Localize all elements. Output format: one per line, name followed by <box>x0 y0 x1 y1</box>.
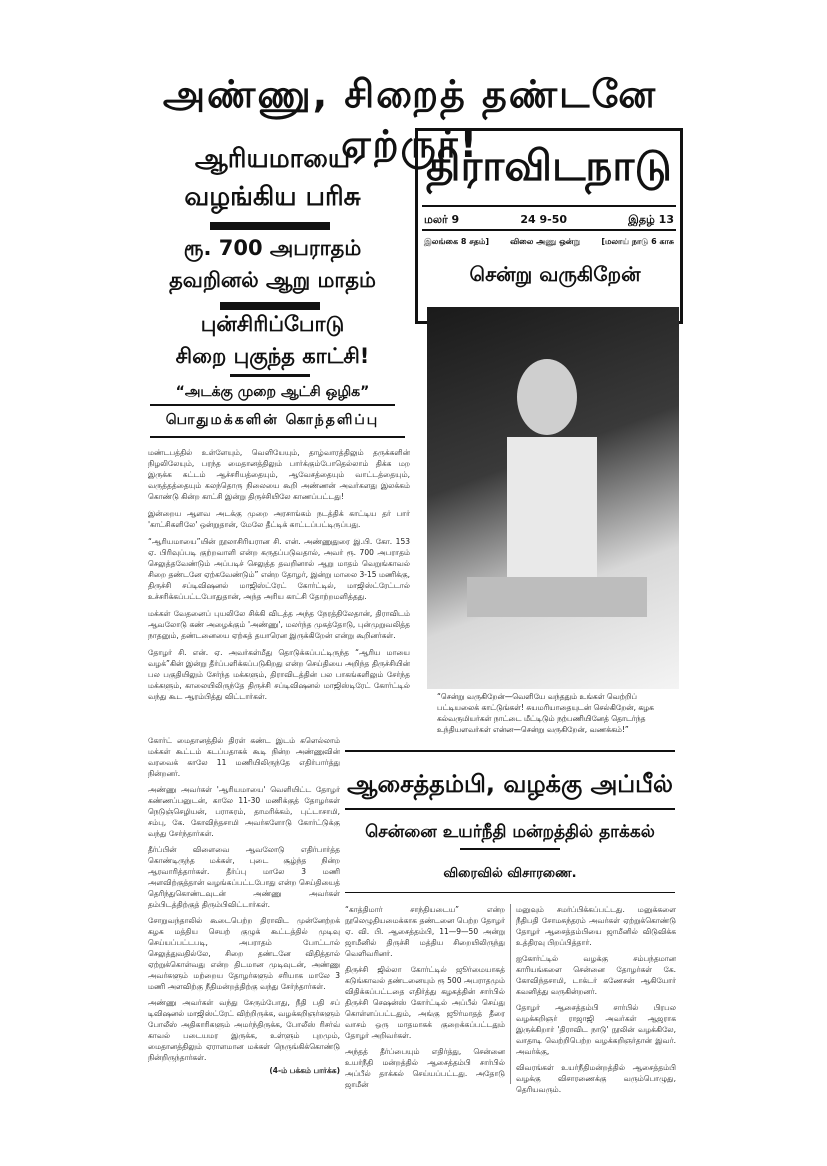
paragraph: “காத்திமார் சாந்தியடைய” என்ற நூலெழுதியமைக்காக தண்டனை பெற்ற தோழர் ஏ. வி. பி. ஆசைத்தம்பி, 11—9—50 அன்று ஜாமீனில் திருச்சி மத்திய சிறையிலிருந்து வெளிவரினர். <box>345 905 505 958</box>
issue-number: இதழ் 13 <box>628 213 674 226</box>
divider <box>210 222 330 230</box>
column-rule <box>510 904 511 1084</box>
masthead-rule <box>422 205 676 207</box>
divider <box>150 404 395 406</box>
masthead-rule <box>422 229 676 231</box>
photo-heading: சென்று வருகிறேன் <box>469 262 641 286</box>
paragraph: திருச்சி ஜில்லா கோர்ட்டில் ஜூர்மையாகத் கடுங்காவல் தண்டனையும் ரூ 500 அபராதமும் விதிக்கப்பட்டதை எதிர்த்து கழகத்தின் சார்பில் திருச்சி செஷன்ஸ் கோர்ட்டில் அப்பீல் செய்து கொள்ளப்பட்டதும், அங்கு ஜூர்மாதத் தீரை வாசம் ஒரு மாதமாகக் குறைக்கப்பட்டதும் தோழர் அறிவர்கள். <box>345 965 505 1040</box>
headline-fine: ரூ. 700 அபராதம் <box>183 236 362 260</box>
divider <box>460 848 560 850</box>
slogan-quote: “அடக்கு முறை ஆட்சி ஒழிக” <box>175 384 370 400</box>
issue-date: 24 9-50 <box>520 213 568 226</box>
paragraph: “ஆரியமாயை”யின் நூலாசிரியரான சி. என். அண்ணுதுரை இ.பி. கோ. 153 ஏ. பிரிவுப்படி குற்றவாளி என்ற கருதப்படுவதால், அவர் ரூ. 700 அபராதம் செலுத்தவேண்டும் அப்படிச் செலுத்த தவறினால் ஆறு மாதம் வெறுங்காவல் சிறை தண்டனே ஏற்கவேண்டும்” என்ற தோழர், இன்று மாலை 3-15 மணிக்கு, திருச்சி சப்டிவிஷனல் மாஜிஸ்ட்ரேட் கோர்ட்டில், மாஜிஸ்ட்ரேட்டால் உச்சரிக்கப்பட்டபோதுதான், அந்த அரிய காட்சி தோற்றமளித்தது. <box>148 537 410 601</box>
price-lanka: இலங்கை 8 சதம்] <box>424 237 489 246</box>
paragraph: ஐகோர்ட்டில் வழக்கு சம்பந்தமான காரியங்களை சென்னை தோழர்கள் கே. கோவிந்தசாமி, டாக்டர் கணேசன் ஆகியோர் கவனித்து வருகின்றனர். <box>516 954 676 996</box>
paragraph: மக்கள் வேதனைப் புயலிலே சிக்கி விடத்த அந்த நேரத்திலேதான், திராவிடம் ஆவலோடு கண் அழைக்கும் 'அண்ணு', மலர்ந்த முகத்தோடு, புன்முறுவலித்த நாதனும், தண்டனையை ஏற்கத் தயாரென இருக்கிறேன் என்று கூறினர்கள். <box>148 609 410 640</box>
divider <box>345 808 675 810</box>
divider <box>345 892 675 893</box>
front-page-headline: அண்ணு, சிறைத் தண்டனே ஏற்ருர்! <box>162 72 658 166</box>
paragraph: தீர்ப்பின் விளைவை ஆவலோடு எதிர்பார்த்த கொண்டிருந்த மக்கள், புடை சூழ்ந்த நின்ற ஆரவாரித்தார்கள். தீர்ப்பு மாலே 3 மணி அளவிற்குத்தான் வழங்கப்பட்டபோது என்ற செய்தியைத் தெரிந்துகொண்டவுடன் அண்ணு அவர்கள் தம்பிடத்திற்குத் திரும்பிவிட்டார்கள். <box>148 845 340 909</box>
headline-block-3 <box>135 308 410 372</box>
headline-gift: வழங்கிய பரிசு <box>184 182 361 212</box>
volume-label: மலர் 9 <box>424 213 460 226</box>
paragraph: சோறுவந்தாலில் கூடைபெற்ற திராவிட முன்னேற்றக் கழக மத்திய செயற் குழுக் கூட்டத்தில் முடிவு செய்யப்பட்டபடி, அபராதம் போட்டால் செலுத்துவதில்லே, சிறை தண்டனே விதித்தால் ஏற்றுக்கொள்வது என்ற திடமான முடிவுடன், அண்ணு அவர்களும் மற்றைய தோழர்களும் சரியாக மாலே 3 மணி அளவிற்கு நீதிமன்றத்திற்கு வந்து சேர்ந்தார்கள். <box>148 916 340 991</box>
divider <box>230 374 310 377</box>
paragraph: அண்ணு அவர்கள் 'ஆரியமாயை' வெளியிட்ட தோழர் கண்ணப்பனுடன், காலே 11-30 மணிக்குத் தோழர்கள் நெடுஞ்செழியன், பராசுரம், தாமரிக்கம், புட்டாசாமி, சம்பு, கே. கோவிந்தசாமி அவர்களோடு கோர்ட்டுக்கு வந்து சேர்ந்தார்கள். <box>148 785 340 838</box>
masthead-price-row <box>424 237 674 247</box>
paragraph: தோழர் ஆசைத்தம்பி சார்பில் பிரபல வழக்கறிஞர் ராஜாஜி அவர்கள் ஆஜராக இருக்கிறார் 'திராவிட நாடு' நூலின் வழக்கிலே, வாதாடி வெற்றிபெற்ற வழக்கறிஞர்தான் இவர். அவர்க்கு, <box>516 1003 676 1056</box>
paragraph: அண்ணு அவர்கள் வந்து சேரும்போது, நீதி பதி சப் டிவிஷனல் மாஜிஸ்ட்ரேட் விற்றிருக்க, வழக்கறிஞர்களும் போலீஸ் அதிகாரிகளும் அமர்ந்திருக்க, போலீஸ் ரிசர்வ் காவல் படையமர இருக்க, உள்ளும் புறமும், மைதானத்திலும் ஏராளமான மக்கள் நெருங்கிக்கொண்டு நின்றிருந்தார்கள். <box>148 998 340 1062</box>
headline-prison-entry: சிறை புகுந்த காட்சி! <box>175 344 370 368</box>
price: விலை அணு ஒன்று <box>510 237 581 246</box>
continued-note: (4-ம் பக்கம் பார்க்க) <box>269 1066 340 1075</box>
headline-smile: புன்சிரிப்போடு <box>200 312 345 336</box>
public-uproar-heading: பொதுமக்களின் கொந்தளிப்பு <box>165 412 380 428</box>
paragraph: விவரங்கள் உயர்நீதிமன்றத்தில் ஆசைத்தம்பி வழக்கு விசாரணைக்கு வரும்பொழுது, தெரியவரும். <box>516 1063 676 1094</box>
paragraph: தோழர் சி. என். ஏ. அவர்கள்மீது தொடுக்கப்பட்டிருந்த “ஆரிய மாயை வழக்”கின் இன்று தீர்ப்பளிக்கப்படுகிறது என்ற செய்தியை அறிந்த திருச்சியின் பல பகுதியிலும் சேர்ந்த மக்களும், திராவிடத்தின் பல பாகங்களிலும் சேர்ந்த மக்களும், காலையிலிருந்தே திருச்சி சப்டிவிஷனல் மாஜிஸ்டிரேட் கோர்ட்டில் வந்து கூட ஆரம்பித்து விட்டார்கள். <box>148 648 410 701</box>
photo-caption: “சென்று வருகிறேன்—வெளியே வந்ததும் உங்கள் வெற்றிப் பட்டியலைக் காட்டுங்கள்! சுயமரியாதையுடன் செல்கிறேன், கழக கல்வருமியர்கள் நாட்டை மீட்டிடும் நற்பணியினேத் தொடர்ந்த உந்தியளவர்கள் என்ன—சென்று வருகிறேன், வணக்கம்!” <box>437 692 654 734</box>
masthead-issue-row <box>424 213 674 228</box>
paragraph: இன்றைய ஆளவ அடக்கு முறை அரசாங்கம் நடத்திக் காட்டிய தர் பார் 'காட்சிகளிலே' ஒன்றுதான், மேலே தீட்டிக் காட்டப்பட்டிருப்பது. <box>148 509 410 529</box>
price-malaya: [மலாய் நாடு 6 காசு <box>601 237 674 246</box>
article-body-upper <box>148 447 410 702</box>
headline-block-1 <box>135 140 410 216</box>
headline-six-months: தவறினல் ஆறு மாதம் <box>169 268 376 292</box>
article-body-lower <box>148 735 340 1076</box>
masthead-title: திராவிடநாடு <box>426 141 672 190</box>
headline-aariyamaayai: ஆரியமாயை <box>194 144 351 174</box>
portrait-figure <box>427 307 679 689</box>
portrait-photo <box>427 307 679 689</box>
headline-block-2 <box>135 232 410 296</box>
divider <box>150 436 405 438</box>
paragraph: கோர்ட் மைதானத்தில் திரள் கண்ட இடம் களெல்லாம் மக்கள் கூட்டம் கடப்பதாகக் கூடி நின்ற அண்ணுவின் வரவைக் காலே 11 மணியிலிருந்தே எதிர்பார்த்து நின்றனர். <box>148 736 340 778</box>
appeal-column-1 <box>345 904 505 1090</box>
appeal-tagline: விரைவில் விசாரணை. <box>443 866 577 881</box>
paragraph: மனுவும் சமர்ப்பிக்கப்பட்டது. மனுக்களை நீதிபதி சோமசுந்தரம் அவர்கள் ஏற்றுக்கொண்டு தோழர் ஆசைத்தம்பியை ஜாமீனில் விடுவிக்க உத்திரவு பிறப்பித்தார். <box>516 905 676 947</box>
divider <box>345 750 675 752</box>
masthead <box>415 128 683 324</box>
appeal-column-2 <box>516 904 676 1095</box>
paragraph: அந்தத் தீர்ப்பையும் எதிர்த்து, சென்னை உயர்நீதி மன்றத்தில் ஆசைத்தம்பி சார்பில் அப்பீல் தாக்கல் செய்யப்பட்டது. அதோடு ஜாமீன் <box>345 1047 505 1089</box>
appeal-subheading: சென்னை உயர்நீதி மன்றத்தில் தாக்கல் <box>365 822 655 842</box>
paragraph: மண்டபத்தில் உள்ளேயும், வெளியேயும், தாழ்வாரத்திலும் தருக்களின் நிழலிலேயும், பரந்த மைதானத்திலும் பார்க்கும்போதெல்லாம் திக்க மற இருக்க கட்டம் ஆச்சரியத்தையும், ஆவேசத்தையும் வாட்டத்தையும், வருத்தத்தையும் கலந்தொரு நிலையை கூறி அண்ணன் அவர்களது இலக்கம் கொண்டு கின்ற காட்சி இன்று திருச்சியிலே காணப்பட்டது! <box>148 448 410 501</box>
appeal-headline: ஆசைத்தம்பி, வழக்கு அப்பீல் <box>347 770 673 798</box>
